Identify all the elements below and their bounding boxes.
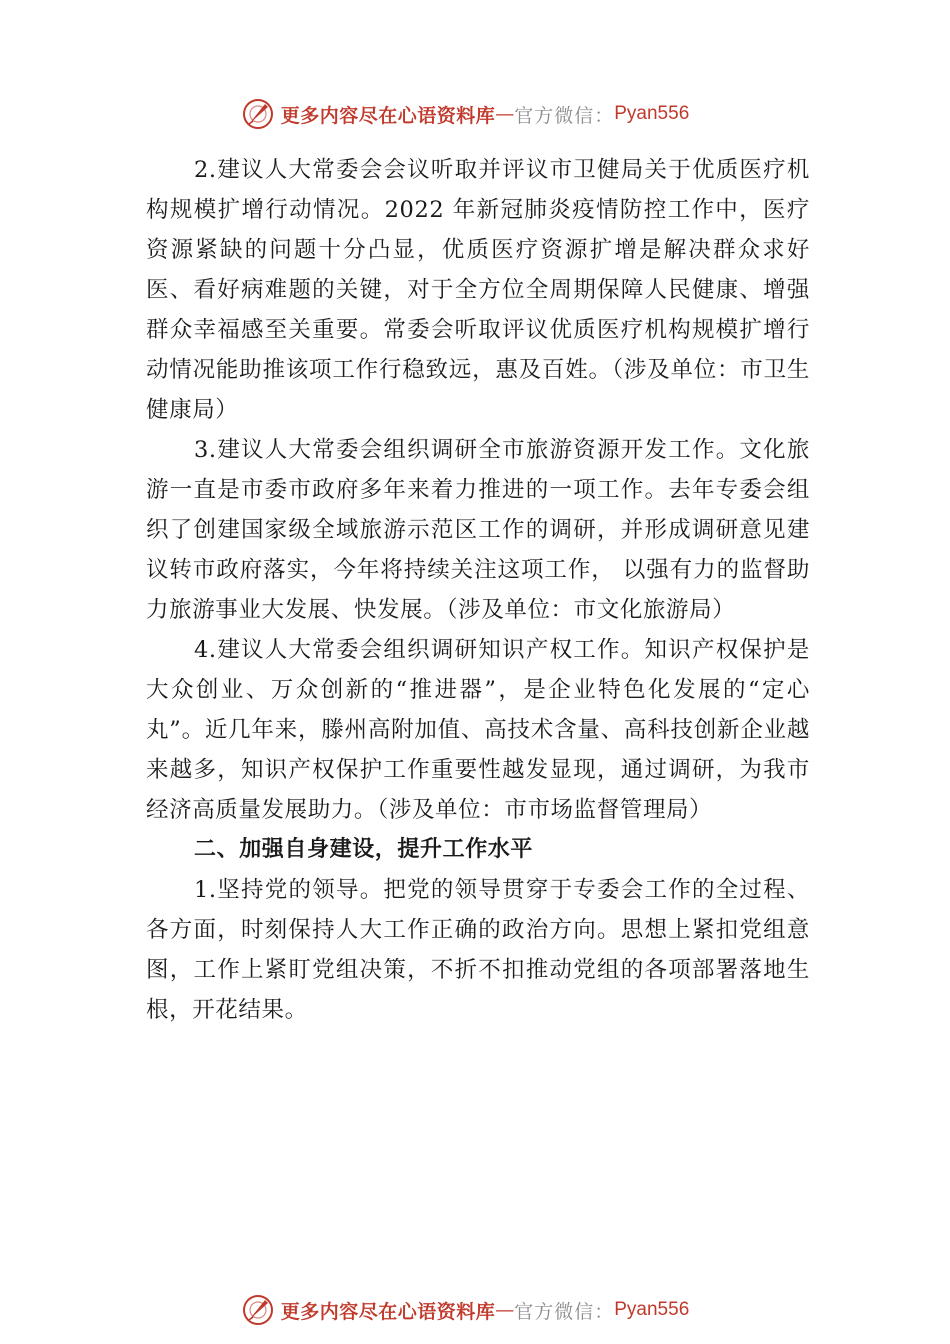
banner-library-text: 更多内容尽在心语资料库 xyxy=(280,104,496,127)
paragraph-item-2: 2.建议人大常委会会议听取并评议市卫健局关于优质医疗机构规模扩增行动情况。2022 年新冠肺炎疫情防控工作中，医疗资源紧缺的问题十分凸显，优质医疗资源扩增是解决群众求好医、看好病难题的关键，对于全方位全周期保障人民健康、增强群众幸福感至关重要。常委会听取评议优质医疗机构规模扩增行动情况能助推该项工作行稳致远，惠及百姓。（涉及单位：市卫生健康局） xyxy=(146,157,810,423)
banner-wechat-id: Pyan556 xyxy=(614,103,690,124)
paragraph-final: 1.坚持党的领导。把党的领导贯穿于专委会工作的全过程、各方面，时刻保持人大工作正确的政治方向。思想上紧扣党组意图，工作上紧盯党组决策，不折不扣推动党组的各项部署落地生根，开花结果。 xyxy=(146,877,810,1023)
header-banner xyxy=(0,94,950,134)
document-body xyxy=(146,150,810,1030)
banner-library-text: 更多内容尽在心语资料库 xyxy=(280,1300,496,1323)
footer-banner xyxy=(0,1290,950,1330)
banner-dash: — xyxy=(495,103,515,125)
banner-wechat-label: 官方微信： xyxy=(514,104,615,127)
quill-pen-logo-icon xyxy=(241,97,275,131)
paragraph-item-4: 4.建议人大常委会组织调研知识产权工作。知识产权保护是大众创业、万众创新的“推进器”，是企业特色化发展的“定心丸”。近几年来，滕州高附加值、高技术含量、高科技创新企业越来越多，知识产权保护工作重要性越发显现，通过调研，为我市经济高质量发展助力。（涉及单位：市市场监督管理局） xyxy=(146,637,810,823)
banner-wechat-label: 官方微信： xyxy=(514,1300,615,1323)
banner-wechat-id: Pyan556 xyxy=(614,1299,690,1320)
paragraph-item-3: 3.建议人大常委会组织调研全市旅游资源开发工作。文化旅游一直是市委市政府多年来着力推进的一项工作。去年专委会组织了创建国家级全域旅游示范区工作的调研，并形成调研意见建议转市政府落实，今年将持续关注这项工作， 以强有力的监督助力旅游事业大发展、快发展。（涉及单位：市文化旅游局） xyxy=(146,437,810,623)
banner-dash: — xyxy=(495,1299,515,1321)
quill-pen-logo-icon xyxy=(241,1293,275,1327)
section-heading: 二、加强自身建设，提升工作水平 xyxy=(194,837,534,862)
